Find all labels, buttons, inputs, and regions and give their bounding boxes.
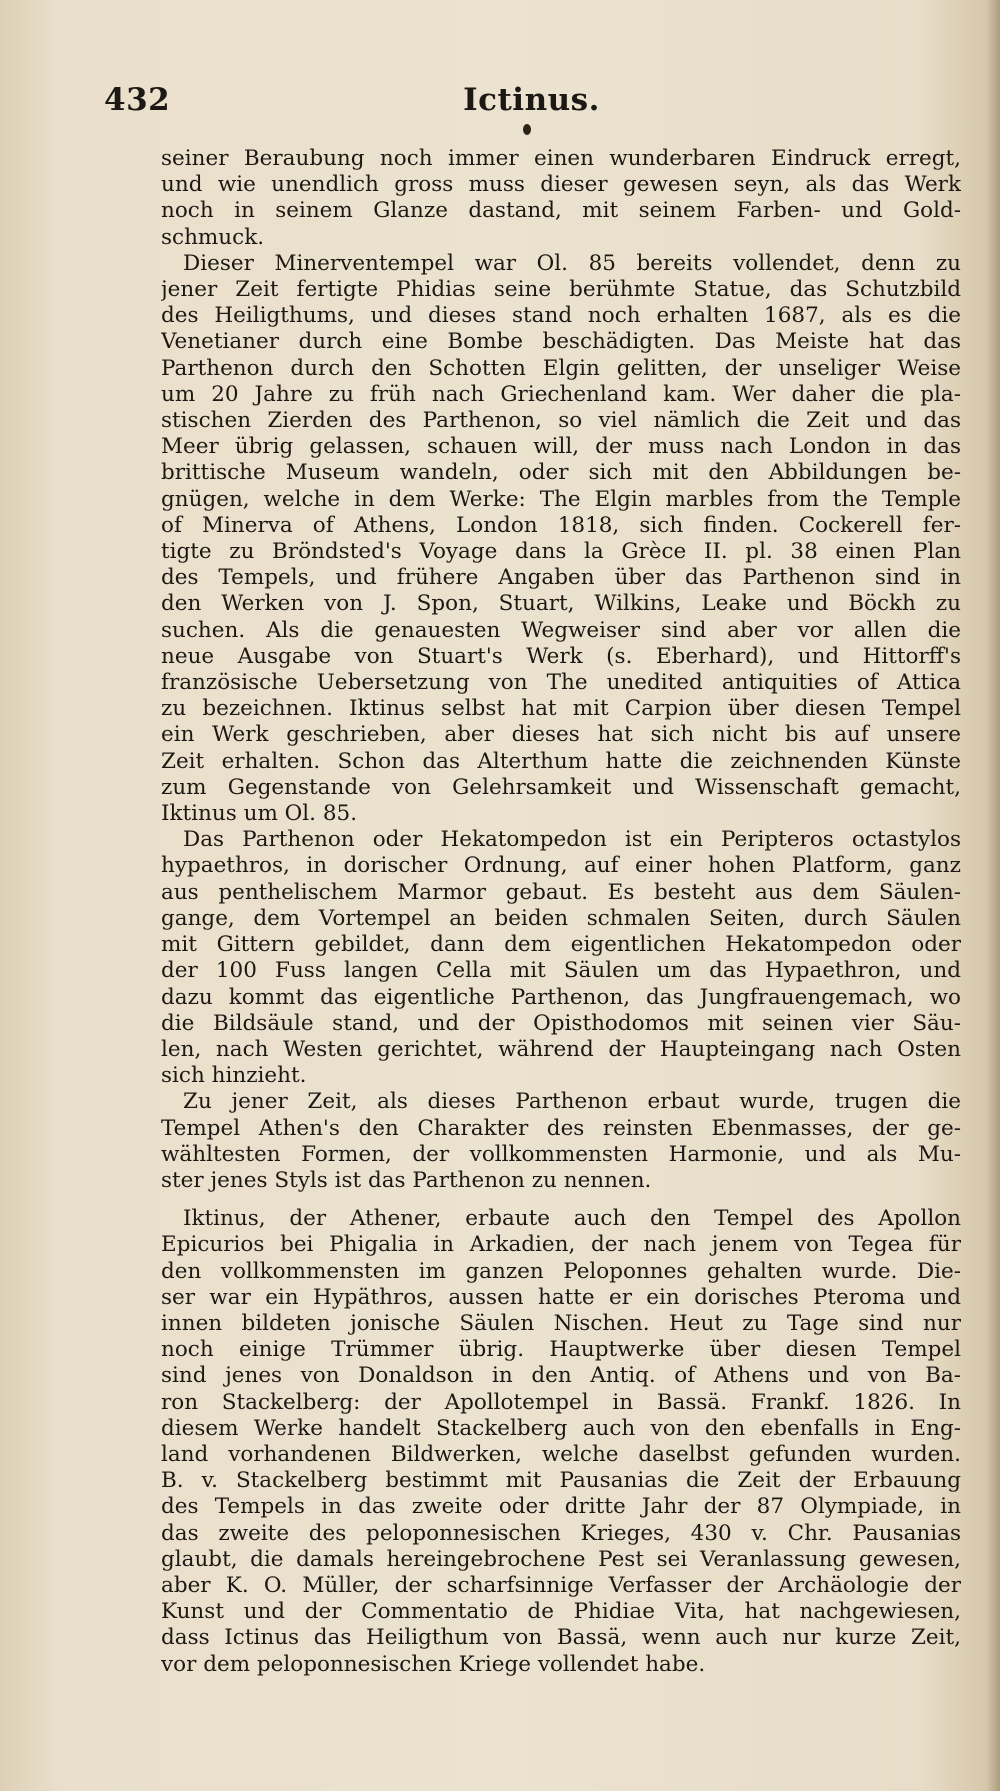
text-line: den Werken von J. Spon, Stuart, Wilkins, Leake und Böckh zu xyxy=(161,591,961,617)
text-line: ein Werk geschrieben, aber dieses hat sich nicht bis auf unsere xyxy=(161,722,961,748)
text-line: dass Ictinus das Heiligthum von Bassä, wenn auch nur kurze Zeit, xyxy=(161,1625,961,1651)
text-line: suchen. Als die genauesten Wegweiser sind aber vor allen die xyxy=(161,617,961,643)
text-line: innen bildeten jonische Säulen Nischen. Heut zu Tage sind nur xyxy=(161,1310,961,1336)
text-line: dazu kommt das eigentliche Parthenon, das Jungfrauengemach, wo xyxy=(161,984,961,1010)
text-line: Parthenon durch den Schotten Elgin gelitten, der unseliger Weise xyxy=(161,355,961,381)
text-line: aber K. O. Müller, der scharfsinnige Verfasser der Archäologie der xyxy=(161,1572,961,1598)
text-line: aus penthelischem Marmor gebaut. Es besteht aus dem Säulen- xyxy=(161,879,961,905)
text-line: Zu jener Zeit, als dieses Parthenon erbaut wurde, trugen die xyxy=(183,1089,961,1115)
text-line: ster jenes Styls ist das Parthenon zu nennen. xyxy=(161,1167,652,1193)
text-line: und wie unendlich gross muss dieser gewesen seyn, als das Werk xyxy=(161,172,961,198)
text-line: das zweite des peloponnesischen Krieges, 430 v. Chr. Pausanias xyxy=(161,1520,961,1546)
text-line: des Heiligthums, und dieses stand noch erhalten 1687, als es die xyxy=(161,303,961,329)
text-line: zum Gegenstande von Gelehrsamkeit und Wissenschaft gemacht, xyxy=(161,774,961,800)
text-line: Das Parthenon oder Hekatompedon ist ein Peripteros octastylos xyxy=(183,827,961,853)
text-line: Dieser Minerventempel war Ol. 85 bereits vollendet, denn zu xyxy=(183,250,961,276)
text-line: sind jenes von Donaldson in den Antiq. of Athens und von Ba- xyxy=(161,1363,961,1389)
text-line: neue Ausgabe von Stuart's Werk (s. Eberhard), und Hittorff's xyxy=(161,643,961,669)
text-line: B. v. Stackelberg bestimmt mit Pausanias die Zeit der Erbauung xyxy=(161,1468,961,1494)
text-line: gnügen, welche in dem Werke: The Elgin marbles from the Temple xyxy=(161,486,961,512)
text-line: Kunst und der Commentatio de Phidiae Vita, hat nachgewiesen, xyxy=(161,1599,961,1625)
text-line: jener Zeit fertigte Phidias seine berühmte Statue, das Schutzbild xyxy=(161,277,961,303)
text-line: glaubt, die damals hereingebrochene Pest sei Veranlassung gewesen, xyxy=(161,1546,961,1572)
text-line: wähltesten Formen, der vollkommensten Harmonie, und als Mu- xyxy=(161,1141,961,1167)
text-line: stischen Zierden des Parthenon, so viel nämlich die Zeit und das xyxy=(161,408,961,434)
text-line: land vorhandenen Bildwerken, welche daselbst gefunden wurden. xyxy=(161,1441,961,1467)
text-line: noch in seinem Glanze dastand, mit seinem Farben- und Gold- xyxy=(161,198,961,224)
text-line: den vollkommensten im ganzen Peloponnes gehalten wurde. Die- xyxy=(161,1258,961,1284)
text-line: zu bezeichnen. Iktinus selbst hat mit Carpion über diesen Tempel xyxy=(161,696,961,722)
text-line: of Minerva of Athens, London 1818, sich finden. Cockerell fer- xyxy=(161,512,961,538)
paragraph xyxy=(161,1089,961,1194)
text-line: mit Gittern gebildet, dann dem eigentlichen Hekatompedon oder xyxy=(161,932,961,958)
text-line: noch einige Trümmer übrig. Hauptwerke über diesen Tempel xyxy=(161,1337,961,1363)
text-line: französische Uebersetzung von The unedited antiquities of Attica xyxy=(161,670,961,696)
text-line: um 20 Jahre zu früh nach Griechenland kam. Wer daher die pla- xyxy=(161,381,961,407)
paragraph xyxy=(161,146,961,251)
text-line: Venetianer durch eine Bombe beschädigten. Das Meiste hat das xyxy=(161,329,961,355)
text-line: des Tempels, und frühere Angaben über das Parthenon sind in xyxy=(161,565,961,591)
text-line: die Bildsäule stand, und der Opisthodomos mit seinen vier Säu- xyxy=(161,1010,961,1036)
paragraph-gap xyxy=(161,1194,961,1206)
text-line: Meer übrig gelassen, schauen will, der muss nach London in das xyxy=(161,434,961,460)
paragraph xyxy=(161,251,961,827)
text-line: len, nach Westen gerichtet, während der Haupteingang nach Osten xyxy=(161,1036,961,1062)
ink-speck-mark xyxy=(523,124,531,135)
text-line: gange, dem Vortempel an beiden schmalen Seiten, durch Säulen xyxy=(161,905,961,931)
text-line: vor dem peloponnesischen Kriege vollendet habe. xyxy=(161,1651,706,1677)
text-line: diesem Werke handelt Stackelberg auch von den ebenfalls in Eng- xyxy=(161,1415,961,1441)
body-text xyxy=(161,146,961,1678)
paragraph xyxy=(161,827,961,1089)
text-line: ron Stackelberg: der Apollotempel in Bassä. Frankf. 1826. In xyxy=(161,1389,961,1415)
text-line: sich hinzieht. xyxy=(161,1063,307,1089)
text-line: hypaethros, in dorischer Ordnung, auf einer hohen Platform, ganz xyxy=(161,853,961,879)
text-line: Epicurios bei Phigalia in Arkadien, der nach jenem von Tegea für xyxy=(161,1232,961,1258)
text-line: seiner Beraubung noch immer einen wunderbaren Eindruck erregt, xyxy=(161,146,961,171)
page-number: 432 xyxy=(104,82,171,118)
text-line: der 100 Fuss langen Cella mit Säulen um das Hypaethron, und xyxy=(161,958,961,984)
text-line: Zeit erhalten. Schon das Alterthum hatte die zeichnenden Künste xyxy=(161,748,961,774)
running-title: Ictinus. xyxy=(463,82,600,118)
text-line: brittische Museum wandeln, oder sich mit den Abbildungen be- xyxy=(161,460,961,486)
text-line: schmuck. xyxy=(161,224,265,250)
text-line: tigte zu Bröndsted's Voyage dans la Grèce II. pl. 38 einen Plan xyxy=(161,539,961,565)
paragraph xyxy=(161,1206,961,1678)
page-header xyxy=(104,82,959,122)
text-line: Tempel Athen's den Charakter des reinsten Ebenmasses, der ge- xyxy=(161,1115,961,1141)
text-line: Iktinus um Ol. 85. xyxy=(161,801,358,827)
text-line: des Tempels in das zweite oder dritte Jahr der 87 Olympiade, in xyxy=(161,1494,961,1520)
text-line: ser war ein Hypäthros, aussen hatte er ein dorisches Pteroma und xyxy=(161,1284,961,1310)
text-line: Iktinus, der Athener, erbaute auch den Tempel des Apollon xyxy=(183,1206,961,1232)
